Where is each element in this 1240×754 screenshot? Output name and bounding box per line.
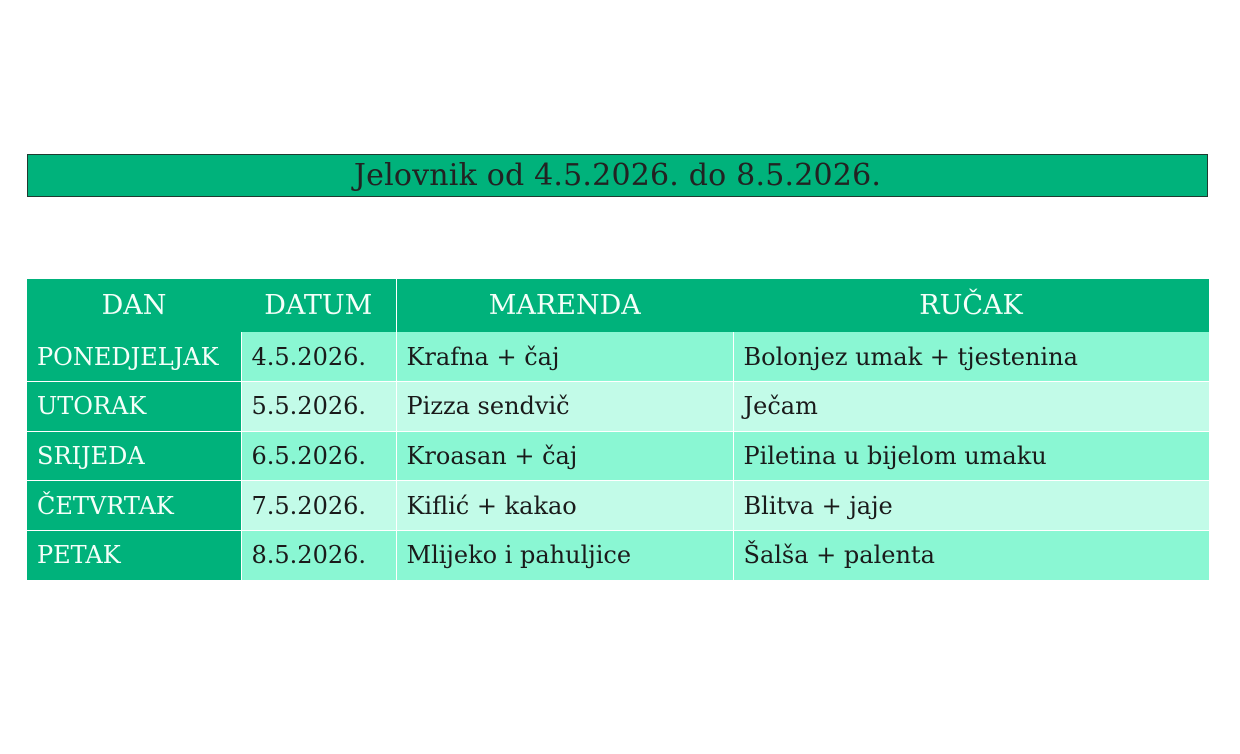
header-rucak: RUČAK — [733, 279, 1209, 332]
menu-title: Jelovnik od 4.5.2026. do 8.5.2026. — [27, 154, 1208, 197]
rucak-cell: Piletina u bijelom umaku — [733, 431, 1209, 481]
table-row — [27, 481, 1209, 531]
rucak-cell: Bolonjez umak + tjestenina — [733, 332, 1209, 382]
menu-table — [27, 279, 1209, 580]
date-cell: 4.5.2026. — [241, 332, 396, 382]
table-row — [27, 332, 1209, 382]
rucak-cell: Ječam — [733, 382, 1209, 432]
table-row — [27, 530, 1209, 580]
date-cell: 6.5.2026. — [241, 431, 396, 481]
date-cell: 8.5.2026. — [241, 530, 396, 580]
day-cell: PETAK — [27, 530, 241, 580]
header-dan: DAN — [27, 279, 241, 332]
day-cell: SRIJEDA — [27, 431, 241, 481]
marenda-cell: Krafna + čaj — [396, 332, 733, 382]
date-cell: 5.5.2026. — [241, 382, 396, 432]
rucak-cell: Šalša + palenta — [733, 530, 1209, 580]
table-row — [27, 382, 1209, 432]
header-datum: DATUM — [241, 279, 396, 332]
table-header-row — [27, 279, 1209, 332]
marenda-cell: Kroasan + čaj — [396, 431, 733, 481]
day-cell: ČETVRTAK — [27, 481, 241, 531]
marenda-cell: Mlijeko i pahuljice — [396, 530, 733, 580]
day-cell: UTORAK — [27, 382, 241, 432]
marenda-cell: Kiflić + kakao — [396, 481, 733, 531]
header-marenda: MARENDA — [396, 279, 733, 332]
rucak-cell: Blitva + jaje — [733, 481, 1209, 531]
day-cell: PONEDJELJAK — [27, 332, 241, 382]
date-cell: 7.5.2026. — [241, 481, 396, 531]
marenda-cell: Pizza sendvič — [396, 382, 733, 432]
table-row — [27, 431, 1209, 481]
